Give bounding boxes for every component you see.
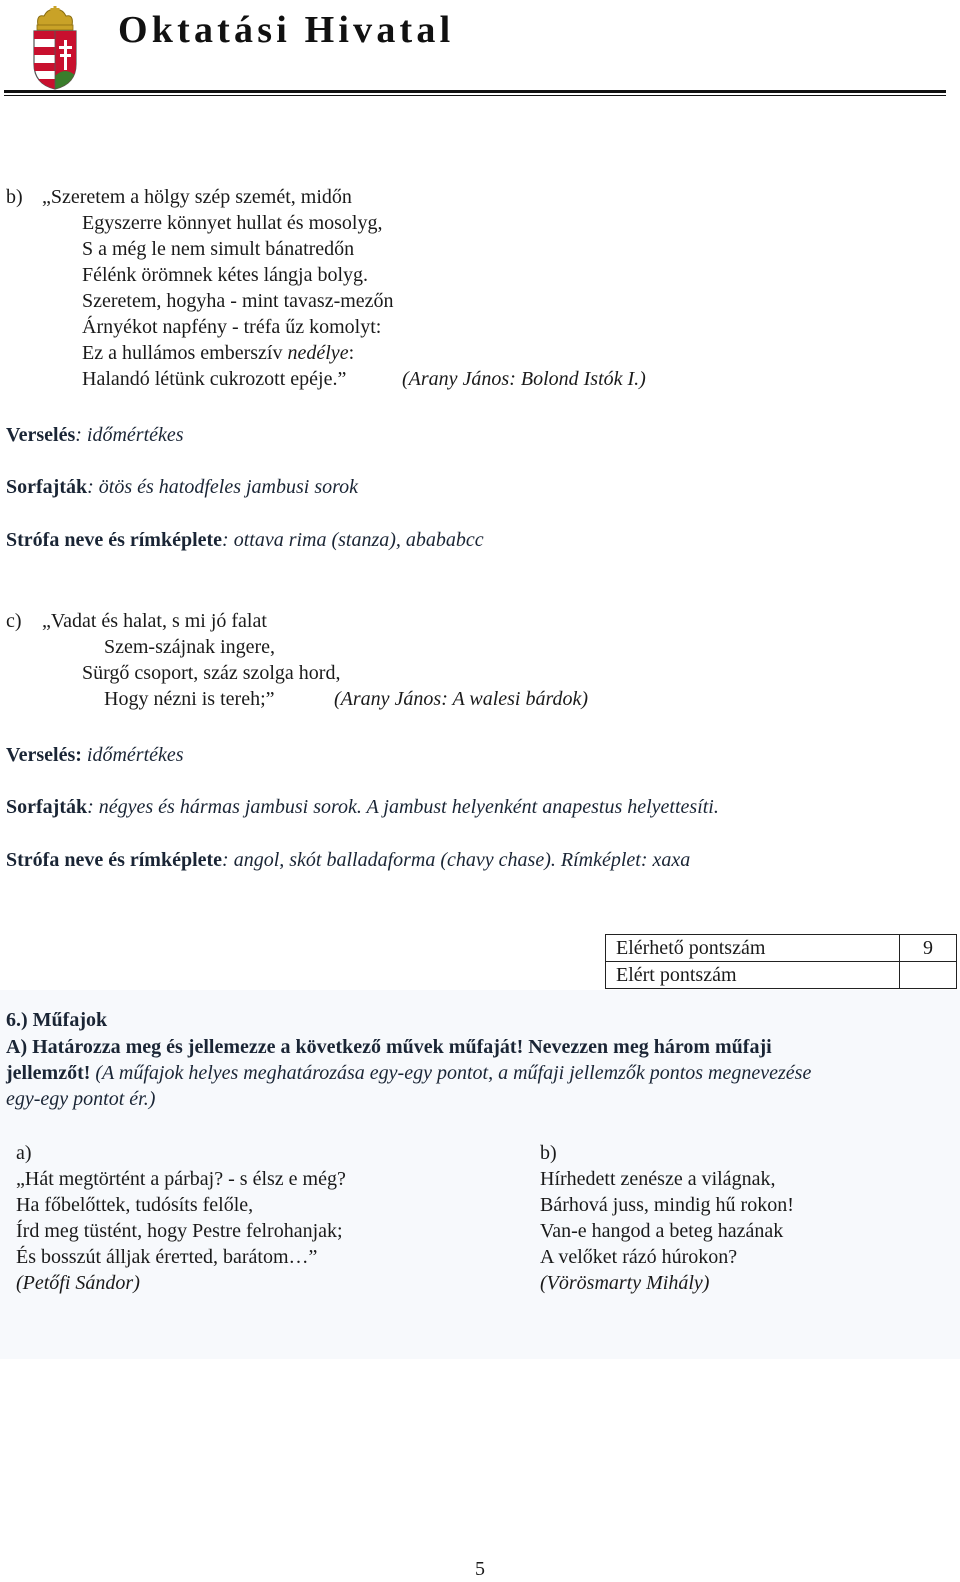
poem-line: Ha főbelőttek, tudósíts felőle,	[16, 1194, 254, 1216]
poem-line	[82, 340, 354, 366]
field-label: Verselés:	[6, 744, 82, 766]
strofa-row	[6, 847, 690, 873]
poem-line: Van-e hangod a beteg hazának	[540, 1220, 784, 1242]
poem-line: A velőket rázó húrokon?	[540, 1246, 738, 1268]
task-heading: 6.) Műfajok	[6, 1009, 108, 1031]
poem-line: S a még le nem simult bánatredőn	[82, 238, 355, 260]
poem-line: Egyszerre könnyet hullat és mosolyg,	[82, 212, 383, 234]
item-marker-b: b)	[540, 1142, 557, 1164]
poem-line: Sürgő csoport, száz szolga hord,	[82, 662, 341, 684]
score-label: Elérhető pontszám	[606, 935, 900, 962]
poem-line: „Hát megtörtént a párbaj? - s élsz e még?	[16, 1168, 346, 1190]
field-value: : időmértékes	[75, 424, 184, 446]
item-marker-b: b)	[6, 186, 23, 208]
poem-line: Hogy nézni is tereh;”	[104, 688, 275, 710]
field-value: : ottava rima (stanza), abababcc	[222, 529, 484, 551]
field-value: : angol, skót balladaforma (chavy chase). Rímképlet: xaxa	[222, 849, 691, 871]
field-value: : négyes és hármas jambusi sorok. A jambust helyenként anapestus helyettesíti.	[87, 796, 719, 818]
poem-line: Félénk örömnek kétes lángja bolyg.	[82, 264, 369, 286]
task-instruction	[6, 1060, 811, 1086]
field-label: Sorfajták	[6, 476, 88, 498]
page-number: 5	[475, 1558, 485, 1580]
item-marker-a: a)	[16, 1142, 32, 1164]
strofa-row	[6, 527, 484, 553]
score-table	[605, 934, 957, 989]
verseles-row	[6, 742, 184, 768]
verseles-row	[6, 422, 184, 448]
field-label: Strófa neve és rímképlete	[6, 529, 223, 551]
poem-attribution: (Vörösmarty Mihály)	[540, 1272, 710, 1294]
poem-line-text: Ez a hullámos emberszív	[82, 342, 288, 364]
instruction-italic: (A műfajok helyes meghatározása egy-egy pontot, a műfaji jellemzők pontos megnevezése	[90, 1062, 812, 1084]
field-label: Sorfajták	[6, 796, 88, 818]
organization-title: Oktatási Hivatal	[118, 9, 455, 51]
poem-line: „Szeretem a hölgy szép szemét, midőn	[42, 186, 352, 208]
poem-line: Bárhová juss, mindig hű rokon!	[540, 1194, 794, 1216]
task-instruction: A) Határozza meg és jellemezze a következő művek műfaját! Nevezzen meg három műfaji	[6, 1036, 772, 1058]
task-instruction: egy-egy pontot ér.)	[6, 1088, 156, 1110]
poem-line: Hírhedett zenésze a világnak,	[540, 1168, 776, 1190]
field-label: Verselés	[6, 424, 76, 446]
poem-line: Halandó létünk cukrozott epéje.”	[82, 368, 347, 390]
poem-attribution: (Arany János: Bolond Istók I.)	[402, 368, 646, 390]
header-rule-thin	[4, 95, 946, 96]
poem-attribution: (Petőfi Sándor)	[16, 1272, 140, 1294]
poem-line-colon: :	[348, 342, 355, 364]
table-row	[606, 935, 957, 962]
score-value[interactable]	[900, 962, 957, 989]
header-rule	[4, 90, 946, 93]
instruction-bold: jellemzőt!	[6, 1062, 91, 1084]
poem-line: Szem-szájnak ingere,	[104, 636, 276, 658]
poem-line: „Vadat és halat, s mi jó falat	[42, 610, 267, 632]
sorfajtak-row	[6, 794, 719, 820]
poem-line: Szeretem, hogyha - mint tavasz-mezőn	[82, 290, 394, 312]
poem-line-italic: nedélye	[287, 342, 349, 364]
item-marker-c: c)	[6, 610, 22, 632]
field-value: időmértékes	[81, 744, 184, 766]
poem-line: Árnyékot napfény - tréfa űz komolyt:	[82, 316, 382, 338]
poem-attribution: (Arany János: A walesi bárdok)	[334, 688, 589, 710]
score-value: 9	[900, 935, 957, 962]
score-label: Elért pontszám	[606, 962, 900, 989]
poem-line: Írd meg tüstént, hogy Pestre felrohanjak;	[16, 1220, 343, 1242]
sorfajtak-row	[6, 474, 358, 500]
table-row	[606, 962, 957, 989]
coat-of-arms-icon	[30, 6, 80, 90]
field-label: Strófa neve és rímképlete	[6, 849, 223, 871]
field-value: : ötös és hatodfeles jambusi sorok	[87, 476, 359, 498]
poem-line: És bosszút álljak érетted, barátom…”	[16, 1246, 318, 1268]
